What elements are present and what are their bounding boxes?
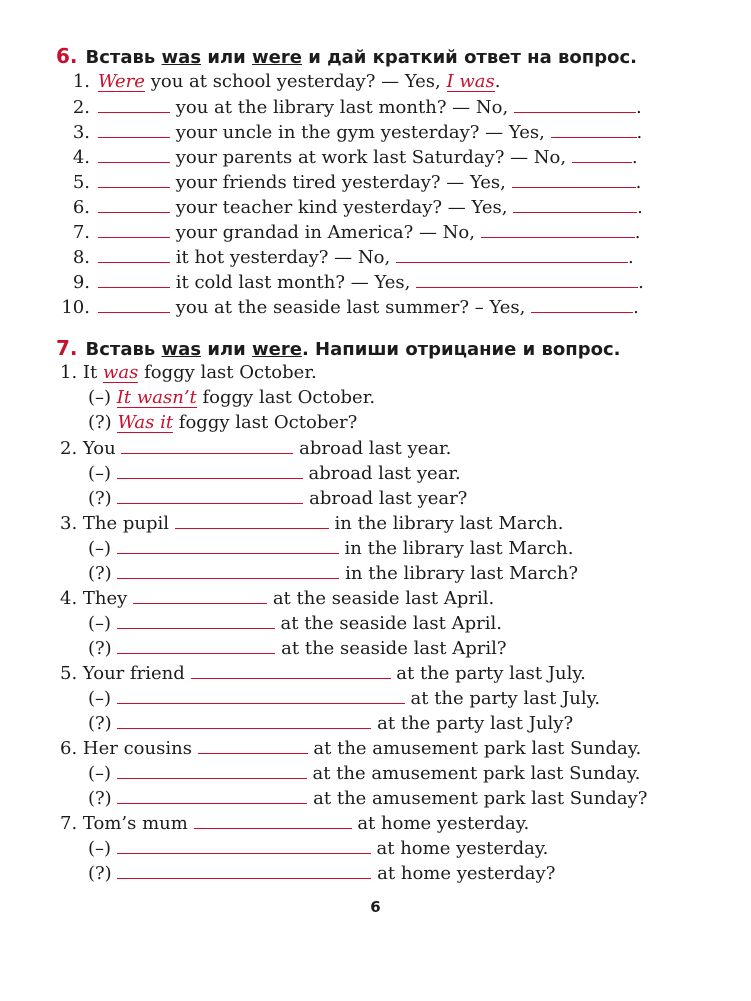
- exercise-7-number: 7.: [56, 336, 78, 360]
- answer-blank[interactable]: [121, 435, 293, 454]
- answer-blank[interactable]: [117, 860, 371, 879]
- answer-blank[interactable]: [117, 785, 307, 804]
- negative-line: [88, 610, 502, 635]
- item-number: 9.: [72, 272, 90, 293]
- question-line: [88, 860, 555, 885]
- answer-blank[interactable]: [117, 760, 307, 779]
- item-rest: in the library last March.: [344, 538, 574, 559]
- item-subject: The pupil: [82, 513, 170, 534]
- item-number: 2.: [60, 438, 78, 459]
- answer-blank[interactable]: [98, 194, 170, 213]
- exercise-6-item: [56, 119, 642, 144]
- answer-blank[interactable]: [572, 144, 632, 163]
- item-subject: You: [82, 438, 116, 459]
- item-rest: at home yesterday.: [357, 813, 530, 834]
- item-end: .: [635, 97, 642, 118]
- exercise-6-title-prefix: Вставь: [85, 47, 156, 68]
- exercise-6-item: [56, 144, 638, 169]
- item-end: .: [631, 147, 638, 168]
- negative-mark: (–): [88, 838, 112, 859]
- exercise-6-item: [56, 269, 644, 294]
- exercise-7-item: [60, 585, 494, 610]
- exercise-6-item: [56, 294, 639, 319]
- item-number: 5.: [60, 663, 78, 684]
- answer-blank[interactable]: [98, 219, 170, 238]
- item-rest: abroad last year?: [309, 488, 468, 509]
- answer-blank[interactable]: [98, 294, 170, 313]
- item-rest: at the seaside last April?: [281, 638, 507, 659]
- item-rest: at the party last July?: [377, 713, 574, 734]
- exercise-7-heading: [56, 336, 620, 360]
- item-rest: at the amusement park last Sunday.: [313, 738, 642, 759]
- answer-blank[interactable]: [416, 269, 638, 288]
- page-number: 6: [370, 898, 381, 916]
- answer-blank[interactable]: [191, 660, 391, 679]
- item-number: 6.: [60, 738, 78, 759]
- question-line: [88, 560, 578, 585]
- item-text: your grandad in America? — No,: [175, 222, 475, 243]
- item-rest: abroad last year.: [308, 463, 461, 484]
- item-rest: at the seaside last April.: [280, 613, 502, 634]
- answer-i-was: I was: [446, 71, 495, 92]
- item-text: you at the library last month? — No,: [175, 97, 509, 118]
- negative-line: [88, 460, 461, 485]
- answer-blank[interactable]: [117, 635, 275, 654]
- item-subject: Your friend: [82, 663, 185, 684]
- item-rest: at the party last July.: [410, 688, 601, 709]
- item-rest: foggy last October.: [202, 387, 376, 408]
- item-rest: at home yesterday.: [376, 838, 549, 859]
- item-number: 6.: [72, 197, 90, 218]
- answer-blank[interactable]: [175, 510, 329, 529]
- item-end: .: [627, 247, 634, 268]
- negative-mark: (–): [88, 613, 112, 634]
- answer-blank[interactable]: [481, 219, 635, 238]
- exercise-7-title-prefix: Вставь: [85, 339, 156, 360]
- negative-line: [88, 535, 574, 560]
- item-text: your friends tired yesterday? — Yes,: [175, 172, 506, 193]
- answer-blank[interactable]: [117, 835, 371, 854]
- exercise-6-heading: [56, 44, 637, 68]
- question-mark: (?): [88, 638, 112, 659]
- negative-line: [88, 385, 375, 410]
- exercise-6-word-or: или: [207, 47, 246, 68]
- exercise-7-item: [60, 660, 586, 685]
- answer-blank[interactable]: [98, 244, 170, 263]
- question-mark: (?): [88, 863, 112, 884]
- item-number: 7.: [72, 222, 90, 243]
- question-line: [88, 710, 573, 735]
- exercise-7-item: [60, 510, 564, 535]
- exercise-7-item: [60, 435, 451, 460]
- exercise-7-word-were: were: [252, 339, 302, 360]
- item-end: .: [637, 197, 643, 218]
- answer-blank[interactable]: [194, 810, 352, 829]
- question-mark: (?): [88, 788, 112, 809]
- answer-blank[interactable]: [396, 244, 628, 263]
- item-text: your parents at work last Saturday? — No,: [175, 147, 567, 168]
- item-end: .: [635, 172, 642, 193]
- negative-mark: (–): [88, 688, 112, 709]
- item-end: .: [494, 71, 501, 92]
- negative-mark: (–): [88, 387, 112, 408]
- item-text: your uncle in the gym yesterday? — Yes,: [175, 122, 545, 143]
- item-number: 5.: [72, 172, 90, 193]
- item-rest: foggy last October.: [144, 362, 317, 383]
- item-end: .: [636, 122, 643, 143]
- item-number: 7.: [60, 813, 78, 834]
- answer-blank[interactable]: [551, 119, 637, 138]
- item-number: 4.: [72, 147, 90, 168]
- answer-blank[interactable]: [117, 460, 303, 479]
- item-rest: at the amusement park last Sunday.: [312, 763, 641, 784]
- item-number: 4.: [60, 588, 78, 609]
- question-line: [88, 635, 507, 660]
- answer-blank[interactable]: [514, 94, 636, 113]
- answer-blank[interactable]: [117, 485, 303, 504]
- item-number: 3.: [60, 513, 78, 534]
- answer-blank[interactable]: [198, 735, 308, 754]
- answer-blank[interactable]: [98, 269, 170, 288]
- item-end: .: [634, 222, 641, 243]
- negative-mark: (–): [88, 463, 112, 484]
- answer-blank[interactable]: [133, 585, 267, 604]
- exercise-6-word-was: was: [161, 47, 202, 68]
- item-rest: foggy last October?: [178, 412, 358, 433]
- item-rest: abroad last year.: [299, 438, 452, 459]
- answer-blank[interactable]: [117, 685, 405, 704]
- answer-blank[interactable]: [117, 610, 275, 629]
- exercise-7-item: [60, 735, 641, 760]
- exercise-7-item: [60, 810, 529, 835]
- answer-were: Were: [98, 71, 145, 92]
- item-text: it hot yesterday? — No,: [175, 247, 391, 268]
- exercise-6-word-were: were: [252, 47, 302, 68]
- answer-was: was: [103, 362, 139, 383]
- item-number: 2.: [72, 97, 90, 118]
- item-number: 8.: [72, 247, 90, 268]
- item-rest: in the library last March.: [334, 513, 564, 534]
- item-rest: at home yesterday?: [377, 863, 556, 884]
- exercise-6-item: [56, 69, 500, 94]
- item-rest: at the amusement park last Sunday?: [313, 788, 648, 809]
- question-mark: (?): [88, 488, 112, 509]
- exercise-6-item: [56, 169, 641, 194]
- answer-blank[interactable]: [98, 94, 170, 113]
- question-line: [88, 410, 357, 435]
- exercise-6-item: [56, 219, 640, 244]
- item-text: your teacher kind yesterday? — Yes,: [175, 197, 508, 218]
- item-subject: They: [82, 588, 128, 609]
- item-subject: Tom’s mum: [82, 813, 188, 834]
- item-text: it cold last month? — Yes,: [175, 272, 411, 293]
- question-mark: (?): [88, 412, 112, 433]
- exercise-6-item: [56, 194, 643, 219]
- item-text: you at school yesterday? — Yes,: [150, 71, 441, 92]
- answer-blank[interactable]: [98, 119, 170, 138]
- exercise-7-item: [60, 360, 317, 385]
- item-end: .: [638, 272, 644, 293]
- negative-line: [88, 685, 600, 710]
- exercise-7-title-suffix: . Напиши отрицание и вопрос.: [301, 339, 621, 360]
- exercise-6-number: 6.: [56, 44, 78, 68]
- answer-blank[interactable]: [98, 144, 170, 163]
- exercise-6-item: [56, 244, 634, 269]
- exercise-7-word-or: или: [207, 339, 246, 360]
- exercise-6-item: [56, 94, 642, 119]
- negative-mark: (–): [88, 538, 112, 559]
- answer-blank[interactable]: [117, 560, 339, 579]
- item-number: 1.: [72, 71, 90, 92]
- item-text: you at the seaside last summer? – Yes,: [175, 297, 526, 318]
- answer-blank[interactable]: [531, 294, 633, 313]
- answer-blank[interactable]: [117, 535, 339, 554]
- item-subject: It: [82, 362, 98, 383]
- question-line: [88, 785, 647, 810]
- negative-line: [88, 835, 548, 860]
- question-mark: (?): [88, 563, 112, 584]
- exercise-6-title-suffix: и дай краткий ответ на вопрос.: [308, 47, 637, 68]
- answer-blank[interactable]: [98, 169, 170, 188]
- item-rest: at the seaside last April.: [272, 588, 495, 609]
- answer-blank[interactable]: [512, 169, 636, 188]
- item-number: 1.: [60, 362, 78, 383]
- item-number: 10.: [61, 297, 90, 318]
- answer-blank[interactable]: [513, 194, 637, 213]
- negative-mark: (–): [88, 763, 112, 784]
- item-number: 3.: [72, 122, 90, 143]
- item-end: .: [633, 297, 639, 318]
- answer-blank[interactable]: [117, 710, 371, 729]
- answer-negative: It wasn’t: [116, 387, 197, 408]
- negative-line: [88, 760, 640, 785]
- question-mark: (?): [88, 713, 112, 734]
- exercise-7-word-was: was: [161, 339, 202, 360]
- item-subject: Her cousins: [82, 738, 192, 759]
- item-rest: in the library last March?: [345, 563, 579, 584]
- question-line: [88, 485, 467, 510]
- answer-question: Was it: [117, 412, 174, 433]
- item-rest: at the party last July.: [396, 663, 586, 684]
